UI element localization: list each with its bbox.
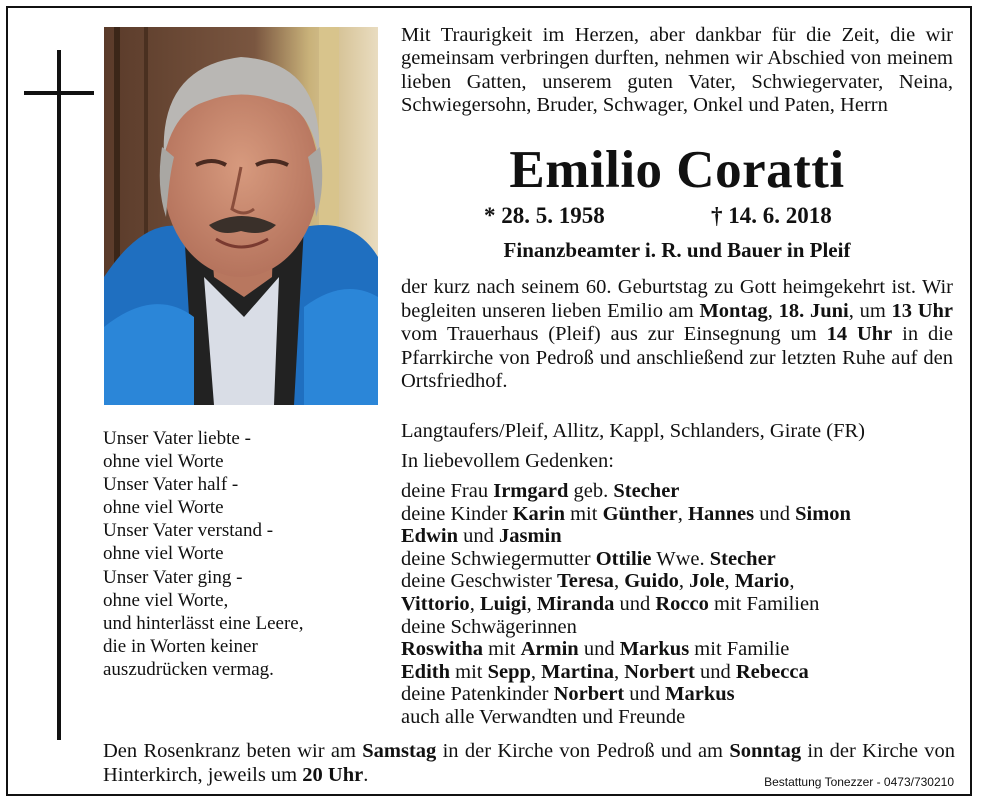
poem-line: ohne viel Worte	[103, 451, 224, 473]
poem-line: die in Worten keiner	[103, 635, 258, 657]
poem-line: ohne viel Worte	[103, 543, 224, 565]
family-line: deine Schwägerinnen	[401, 615, 577, 638]
cross-icon	[57, 50, 61, 740]
poem-line: Unser Vater verstand -	[103, 520, 274, 542]
text: vom Trauerhaus (Pleif) aus zur Einsegnung um	[401, 323, 827, 346]
poem-line: Unser Vater half -	[103, 474, 239, 496]
places-line: Langtaufers/Pleif, Allitz, Kappl, Schlanders, Girate (FR)	[401, 420, 865, 442]
ceremony-day: Montag	[699, 299, 768, 322]
family-line: Roswitha mit Armin und Markus mit Familie	[401, 638, 790, 661]
ceremony-date: 18. Juni	[778, 299, 849, 322]
poem	[103, 427, 373, 681]
poem-line: auszudrücken vermag.	[103, 658, 274, 680]
family-line: auch alle Verwandten und Freunde	[401, 705, 686, 728]
text: der kurz nach seinem 60. Geburtstag zu Gott heimgekehrt ist. Wir begleiten unseren lieben Emilio am	[401, 276, 953, 322]
family-line: deine Frau Irmgard geb. Stecher	[401, 480, 680, 502]
family-line: deine Schwiegermutter Ottilie Wwe. Stecher	[401, 547, 776, 570]
text: ,	[767, 299, 779, 322]
deceased-name: Emilio Coratti	[509, 141, 845, 199]
poem-line: Unser Vater ging -	[103, 566, 243, 588]
family-line: Edwin und Jasmin	[401, 525, 562, 548]
family-list	[401, 480, 961, 729]
portrait-photo	[104, 27, 378, 405]
birth-date: * 28. 5. 1958	[484, 203, 605, 228]
blessing-time: 14 Uhr	[826, 323, 893, 346]
poem-line: und hinterlässt eine Leere,	[103, 612, 304, 634]
rosary-text: Den Rosenkranz beten wir am Samstag in der Kirche von Pedroß und am Sonntag in der Kirche von Hinterkirch, jeweils um 20 Uhr.	[103, 740, 955, 786]
cross-icon-bar	[24, 91, 94, 95]
poem-line: ohne viel Worte	[103, 497, 224, 519]
family-line: deine Geschwister Teresa, Guido, Jole, Mario,	[401, 570, 795, 593]
family-line: deine Kinder Karin mit Günther, Hannes und Simon	[401, 502, 851, 525]
poem-line: ohne viel Worte,	[103, 589, 229, 611]
intro-text: Mit Traurigkeit im Herzen, aber dankbar für die Zeit, die wir gemeinsam verbringen durften, nehmen wir Abschied von meinem lieben Gatten, unserem guten Vater, Schwiegervater, Neina, Schwiegersohn, Bruder, Schwager, Onkel und Paten, Herrn	[401, 24, 953, 117]
family-line: deine Patenkinder Norbert und Markus	[401, 683, 735, 706]
undertaker-credit: Bestattung Tonezzer - 0473/730210	[764, 775, 954, 789]
family-line: Edith mit Sepp, Martina, Norbert und Rebecca	[401, 660, 809, 683]
death-date: † 14. 6. 2018	[711, 203, 832, 228]
text: in die Pfarrkirche von Pedroß und anschließend zur letzten Ruhe auf den Ortsfriedhof.	[401, 323, 953, 393]
ceremony-text	[401, 276, 953, 394]
family-line: Vittorio, Luigi, Miranda und Rocco mit Familien	[401, 592, 820, 615]
text: , um	[848, 299, 892, 322]
occupation: Finanzbeamter i. R. und Bauer in Pleif	[503, 238, 851, 262]
poem-line: Unser Vater liebte -	[103, 428, 251, 449]
greeting-line: In liebevollem Gedenken:	[401, 450, 614, 472]
ceremony-time: 13 Uhr	[891, 299, 954, 322]
